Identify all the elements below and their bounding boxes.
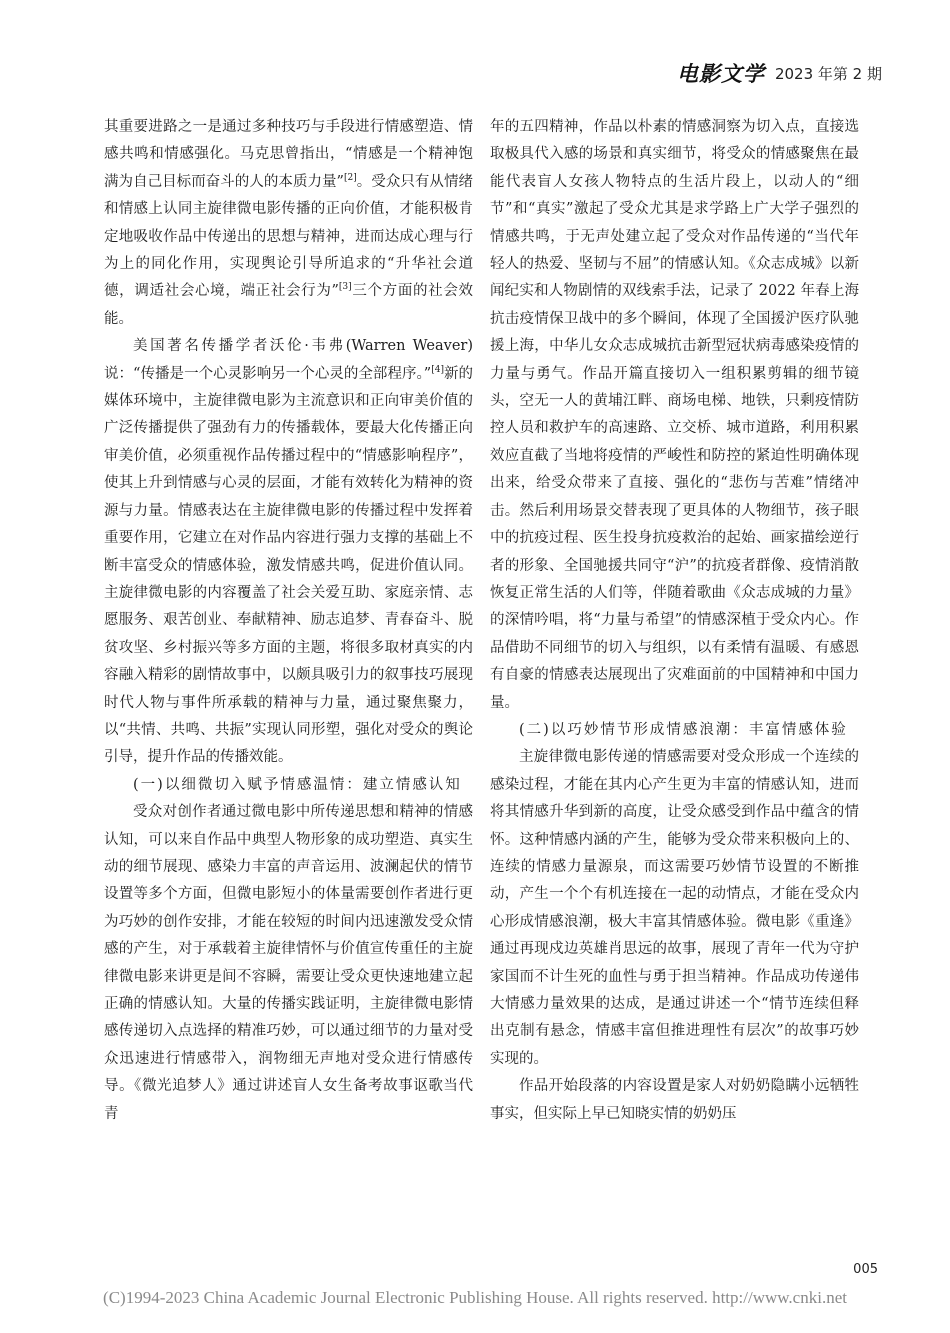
paragraph: 主旋律微电影传递的情感需要对受众形成一个连续的感染过程，才能在其内心产生更为丰富的情感认知，进而将其情感升华到新的高度，让受众感受到作品中蕴含的情怀。这种情感内涵的产生，能够为受众带来积极向上的、连续的情感力量源泉，而这需要巧妙情节设置的不断推动，产生一个个有机连接在一起的动情点，才能在受众内心形成情感浪潮，极大丰富其情感体验。微电影《重逢》通过再现戍边英雄肖思远的故事，展现了青年一代为守护家国而不计生死的血性与勇于担当精神。作品成功传递伟大情感力量效果的达成，是通过讲述一个“情节连续但释出克制有悬念，情感丰富但推进理性有层次”的故事巧妙实现的。	[490, 749, 859, 1067]
page-header	[677, 58, 882, 88]
citation-ref[interactable]: [3]	[338, 282, 352, 293]
issue-label: 2023 年第 2 期	[774, 64, 882, 83]
section-heading: (一)以细微切入赋予情感温情：建立情感认知	[133, 776, 462, 793]
paragraph: 年的五四精神，作品以朴素的情感洞察为切入点，直接选取极具代入感的场景和真实细节，将受众的情感聚焦在最能代表盲人女孩人物特点的生活片段上，以动人的“细节”和“真实”激起了受众尤其是求学路上广大学子强烈的情感共鸣，于无声处建立起了受众对作品传递的“当代年轻人的热爱、坚韧与不屈”的情感认知。《众志成城》以新闻纪实和人物剧情的双线索手法，记录了 2022 年春上海抗击疫情保卫战中的多个瞬间，体现了全国援沪医疗队驰援上海，中华儿女众志成城抗击新型冠状病毒感染疫情的力量与勇气。作品开篇直接切入一组积累剪辑的细节镜头，空无一人的黄埔江畔、商场电梯、地铁，只剩疫情防控人员和救护车的高速路、立交桥、城市道路，利用积累效应直截了当地将疫情的严峻性和防控的紧迫性明确体现出来，给受众带来了直接、强化的“悲伤与苦难”情绪冲击。然后利用场景交替表现了更具体的人物细节，孩子眼中的抗疫过程、医生投身抗疫救治的起始、画家描绘逆行者的形象、全国驰援共同守“沪”的抗疫者群像、疫情消散恢复正常生活的人们等，伴随着歌曲《众志成城的力量》的深情吟唱，将“力量与希望”的情感深植于受众内心。作品借助不同细节的切入与组织，以有柔情有温暖、有感恩有自豪的情感表达展现出了灾难面前的中国精神和中国力量。	[490, 119, 859, 711]
right-column	[490, 114, 859, 1128]
section-heading: (二)以巧妙情节形成情感浪潮：丰富情感体验	[519, 721, 848, 738]
citation-ref[interactable]: [4]	[431, 364, 444, 375]
left-column	[104, 114, 473, 1128]
copyright-footer: (C)1994-2023 China Academic Journal Electronic Publishing House. All rights reserved. http://www.cnki.net	[103, 1288, 847, 1307]
journal-logo: 电影文学	[676, 61, 765, 86]
paragraph: 作品开始段落的内容设置是家人对奶奶隐瞒小远牺牲事实，但实际上早已知晓实情的奶奶压	[490, 1078, 859, 1122]
paragraph: 受众对创作者通过微电影中所传递思想和精神的情感认知，可以来自作品中典型人物形象的成功塑造、真实生动的细节展现、感染力丰富的声音运用、波澜起伏的情节设置等多个方面，但微电影短小的体量需要创作者进行更为巧妙的创作安排，才能在较短的时间内迅速激发受众情感的产生，对于承载着主旋律情怀与价值宣传重任的主旋律微电影来讲更是间不容瞬，需要让受众更快速地建立起正确的情感认知。大量的传播实践证明，主旋律微电影情感传递切入点选择的精准巧妙，可以通过细节的力量对受众迅速进行情感带入，润物细无声地对受众进行情感传导。《微光追梦人》通过讲述盲人女生备考故事讴歌当代青	[104, 804, 473, 1122]
page-number: 005	[853, 1262, 878, 1277]
paragraph: 其重要进路之一是通过多种技巧与手段进行情感塑造、情感共鸣和情感强化。马克思曾指出，“情感是一个精神饱满为自己目标而奋斗的人的本质力量”[2]。受众只有从情绪和情感上认同主旋律微电影传播的正向价值，才能积极肯定地吸收作品中传递出的思想与精神，进而达成心理与行为上的同化作用，实现舆论引导所追求的“升华社会道德，调适社会心境，端正社会行为”[3]三个方面的社会效能。	[104, 119, 474, 327]
citation-ref[interactable]: [2]	[343, 172, 357, 183]
paragraph: 美国著名传播学者沃伦·韦弗(Warren Weaver)说：“传播是一个心灵影响另一个心灵的全部程序。”[4]新的媒体环境中，主旋律微电影为主流意识和正向审美价值的广泛传播提供了强劲有力的传播载体，要最大化传播正向审美价值，必须重视作品传播过程中的“情感影响程序”，使其上升到情感与心灵的层面，才能有效转化为精神的资源与力量。情感表达在主旋律微电影的传播过程中发挥着重要作用，它建立在对作品内容进行强力支撑的基础上不断丰富受众的情感体验，激发情感共鸣，促进价值认同。主旋律微电影的内容覆盖了社会关爱互助、家庭亲情、志愿服务、艰苦创业、奉献精神、励志追梦、青春奋斗、脱贫攻坚、乡村振兴等多方面的主题，将很多取材真实的内容融入精彩的剧情故事中，以颇具吸引力的叙事技巧展现时代人物与事件所承载的精神与力量，通过聚焦聚力，以“共情、共鸣、共振”实现认同形塑，强化对受众的舆论引导，提升作品的传播效能。	[104, 338, 474, 766]
